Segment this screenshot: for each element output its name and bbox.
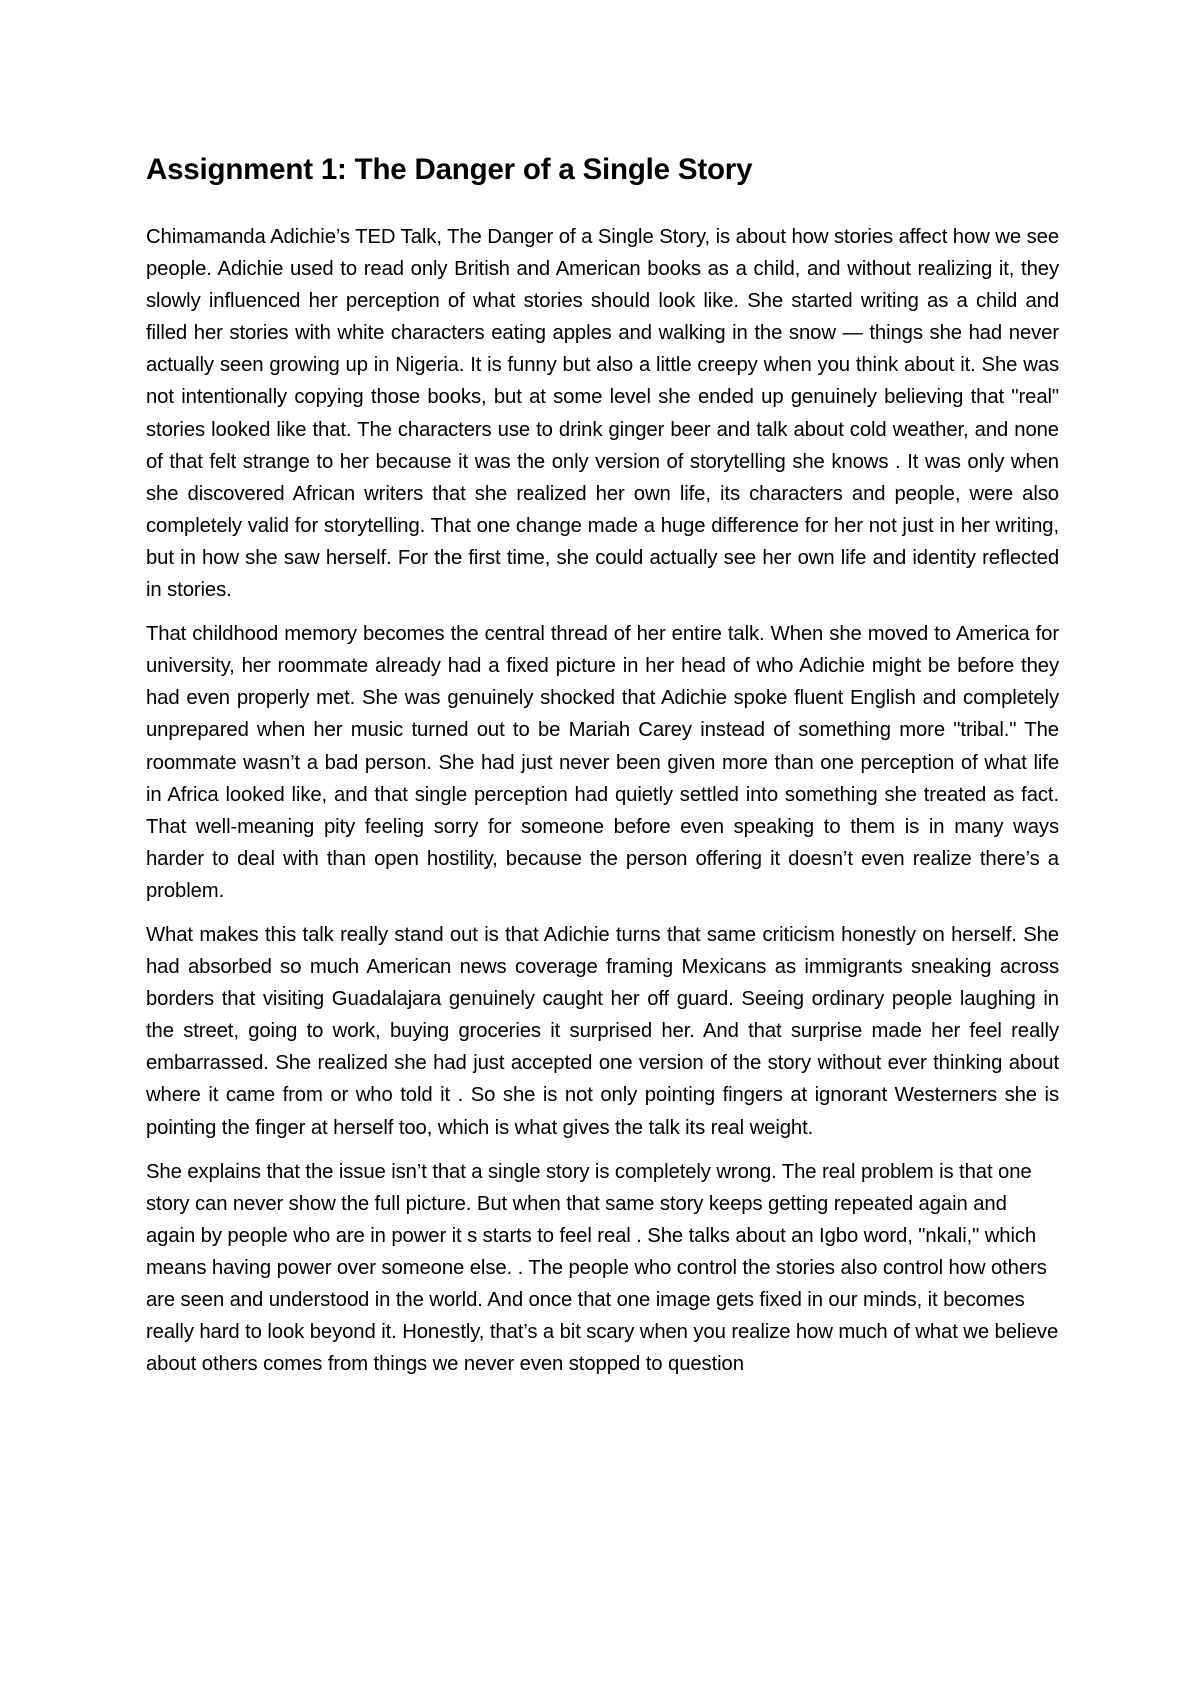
document-title: Assignment 1: The Danger of a Single Story <box>146 153 753 186</box>
paragraph: That childhood memory becomes the central thread of her entire talk. When she moved to America for university, her roommate already had a fixed picture in her head of who Adichie might be before they had even properly met. She was genuinely shocked that Adichie spoke fluent English and completely unprepared when her music turned out to be Mariah Carey instead of something more "tribal." The roommate wasn’t a bad person. She had just never been given more than one perception of what life in Africa looked like, and that single perception had quietly settled into something she treated as fact. That well-meaning pity feeling sorry for someone before even speaking to them is in many ways harder to deal with than open hostility, because the person offering it doesn’t even realize there’s a problem. <box>146 623 1059 902</box>
paragraph: What makes this talk really stand out is that Adichie turns that same criticism honestly on herself. She had absorbed so much American news coverage framing Mexicans as immigrants sneaking across borders that visiting Guadalajara genuinely caught her off guard. Seeing ordinary people laughing in the street, going to work, buying groceries it surprised her. And that surprise made her feel really embarrassed. She realized she had just accepted one version of the story without ever thinking about where it came from or who told it . So she is not only pointing fingers at ignorant Westerners she is pointing the finger at herself too, which is what gives the talk its real weight. <box>146 923 1059 1139</box>
document-body <box>146 150 1059 1392</box>
paragraph: She explains that the issue isn’t that a single story is completely wrong. The real problem is that one story can never show the full picture. But when that same story keeps getting repeated again and again by people who are in power it s starts to feel real . She talks about an Igbo word, "nkali," which means having power over someone else. . The people who control the stories also control how others are seen and understood in the world. And once that one image gets fixed in our minds, it becomes really hard to look beyond it. Honestly, that’s a bit scary when you realize how much of what we believe about others comes from things we never even stopped to question <box>146 1160 1059 1376</box>
paragraph: Chimamanda Adichie’s TED Talk, The Danger of a Single Story, is about how stories affect how we see people. Adichie used to read only British and American books as a child, and without realizing it, they slowly influenced her perception of what stories should look like. She started writing as a child and filled her stories with white characters eating apples and walking in the snow — things she had never actually seen growing up in Nigeria. It is funny but also a little creepy when you think about it. She was not intentionally copying those books, but at some level she ended up genuinely believing that "real" stories looked like that. The characters use to drink ginger beer and talk about cold weather, and none of that felt strange to her because it was the only version of storytelling she knows . It was only when she discovered African writers that she realized her own life, its characters and people, were also completely valid for storytelling. That one change made a huge difference for her not just in her writing, but in how she saw herself. For the first time, she could actually see her own life and identity reflected in stories. <box>146 226 1059 602</box>
